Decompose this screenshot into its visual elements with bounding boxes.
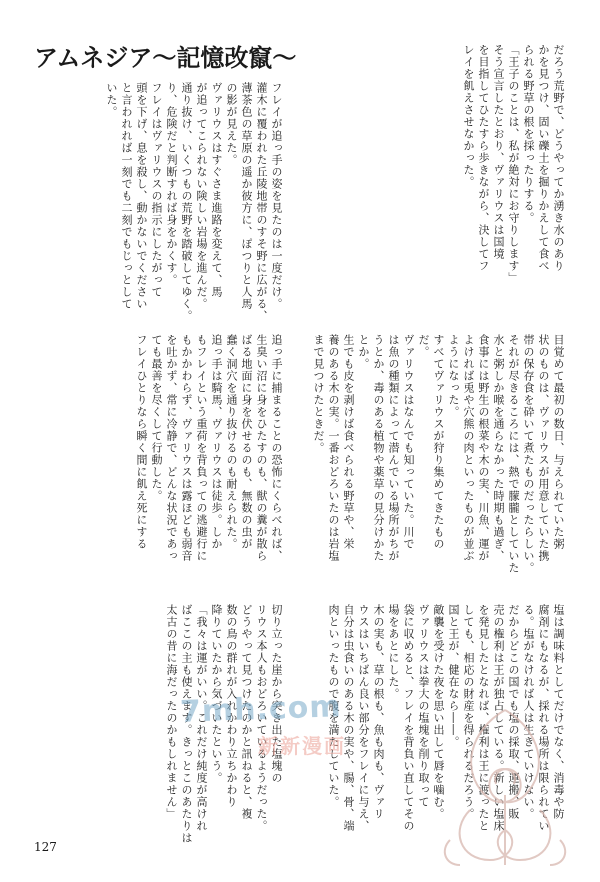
text-line: ても最善を尽くして行動した。 [150,334,163,502]
text-line: ばる地面に身を伏せるのも、無数の虫が [240,334,253,550]
text-line: が追ってこられない険しい岩場を進んだ。 [195,82,208,310]
text-line: 数の鳥の群れが入れかわり立ちかわり [225,604,238,808]
text-line: 木の実も、草の根も、魚も肉も、ヴァリ [372,604,385,820]
watermark-site-text: 7mh.com [179,689,343,730]
text-line: 頭を下げ、息を殺し、動かないでください [135,82,148,310]
text-line: 追っ手は騎馬、ヴァリウスは徒歩。しか [210,334,223,550]
text-line: 目覚めて最初の数日、与えられていた粥 [552,334,565,550]
text-line: 生でも皮を剥けば食べられる野草や、栄 [342,334,355,550]
text-line: とか。 [357,334,370,370]
text-line: よければ兎や穴熊の肉といったものが並ぶ [462,334,475,562]
text-line: いた。 [105,82,118,118]
text-line: 「我々は運がいい。これだけ純度が高けれ [195,604,208,832]
text-line: 袋に収めると、フレイを背負い直してその [402,604,415,832]
text-line: 状のものは、ヴァリウスが用意していた携 [537,334,550,562]
text-line: ようになった。 [447,334,460,418]
text-line: すべてヴァリウスが狩り集めてきたもの [432,334,445,550]
text-line: もフレイという重荷を背負っての逃避行に [195,334,208,562]
text-line: どうやって見つけたのかと訊ねると、複 [240,604,253,820]
text-line: 自分は虫食いのある木の実や、腸、骨、端 [342,604,355,832]
text-line: 追っ手に捕まることの恐怖にくらべれば、 [270,334,283,562]
text-column [34,334,284,602]
text-line: リウス本人もおどろいているようだった。 [255,604,268,832]
text-line: 切り立った崖から突き出た塩塊の [270,604,283,784]
text-line: と言われれば一刻でも二刻でもじっとして [120,82,133,310]
text-line: フレイはヴァリウスの指示にしたがって [150,82,163,298]
text-line: 肉といったもので腹を満たしていた。 [327,604,340,808]
text-line: 生臭い沼に身をひたすのも、獣の糞が散ら [255,334,268,562]
text-line: だ。 [417,334,430,358]
text-line: る。塩がなければ人は生きていけない。 [522,604,535,820]
text-line: を吐かず、常に冷静で、どんな状況であっ [165,334,178,562]
text-line: ヴァリウスはなんでも知っていた。川で [402,334,415,550]
text-line: ヴァリウスはすぐさま進路を変えて、馬 [210,82,223,298]
text-line: 敵襲を受けた夜を思い出して唇を噛む。 [432,604,445,820]
text-line: 薄茶色の草原の遥か彼方に、ぽつりと人馬 [240,82,253,310]
text-line: 食事には野生の根菜や木の実、川魚、運が [477,334,490,562]
text-line: もかかわらず、ヴァリウスは露ほども弱音 [180,334,193,562]
text-line: うとか、毒のある植物や薬草の見分けかた [372,334,385,562]
text-line: 水と粥しか喉を通らなかった時期も過ぎ、 [492,334,505,562]
text-line: ヴァリウスは拳大の塩塊を削り取って [417,604,430,808]
text-line: ばここの主も使えます。きっとこのあたりは [180,604,193,844]
text-line: まで見つけたときだ。 [312,334,325,454]
text-line: られる野草の根を採ったりする。 [522,44,535,224]
text-line: 養のある木の実。一番おどろいたのは岩塩 [327,334,340,562]
text-column [312,334,566,602]
text-line: フレイひとりなら瞬く間に飢え死にする [135,334,148,550]
text-line: を目指してひたすら歩きながら、決してフ [477,44,490,272]
text-line: 「王子のことは、私が絶対にお守りします」 [507,44,520,284]
text-line: 蠢く洞穴を通り抜けるのも耐えられた。 [225,334,238,550]
text-line: しても、相応の財産を得られるだろう。 [462,604,475,820]
text-line: 太古の昔に海だったのかもしれません」 [165,604,178,820]
text-line: ウスはいちばん良い部分をフレイに与え、 [357,604,370,832]
text-line: だろう荒野で、どうやってか湧き水のあり [552,44,565,272]
text-line: 売の権利は王が独占している。新しい塩床 [492,604,505,832]
page-number: 127 [34,840,57,854]
page-title: アムネジア〜記憶改竄〜 [34,44,297,72]
text-line: は魚の種類によって潜んでいる場所がちが [387,334,400,562]
text-line: を発見したとなれば、権利は王に渡ったと [477,604,490,832]
text-line: 帯の保存食を砕いて煮たものだったらしい。 [522,334,535,574]
text-line: 通り抜け、いくつもの荒野を踏破してゆく。 [180,82,193,322]
text-line: そう宣言したとおり、ヴァリウスは国境 [492,44,505,260]
text-column [34,82,284,334]
text-line: レイを飢えさせなかった。 [462,44,475,188]
text-line: だからどこの国でも塩の採取、運搬、販 [507,604,520,820]
text-line: の影が見えた。 [225,82,238,166]
text-line: 降りていたから気づいたという。 [210,604,223,784]
decorative-flourish-icon [430,700,580,870]
text-line: 国と王が、健在なら――。 [447,604,460,748]
watermark-brand-text: 新新漫画 [258,734,346,758]
text-line: 塩は調味料としてだけでなく、消毒や防 [552,604,565,820]
text-line: それが尽きるころには、熱で朦朧としていた [507,334,520,574]
text-line: 腐剤にもなるが、採れる場所は限られてい [537,604,550,832]
text-line: 場をあとにした。 [387,604,400,700]
text-column [316,44,566,296]
text-line: 灌木に覆われた丘陵地帯のすそ野に広がる、 [255,82,268,322]
text-line: かを見つけ、固い礫土を掘りかえして食べ [537,44,550,272]
text-line: り、危険だと判断すれば身をかくす。 [165,82,178,286]
text-line: フレイが追っ手の姿を見たのは一度だけ。 [270,82,283,310]
